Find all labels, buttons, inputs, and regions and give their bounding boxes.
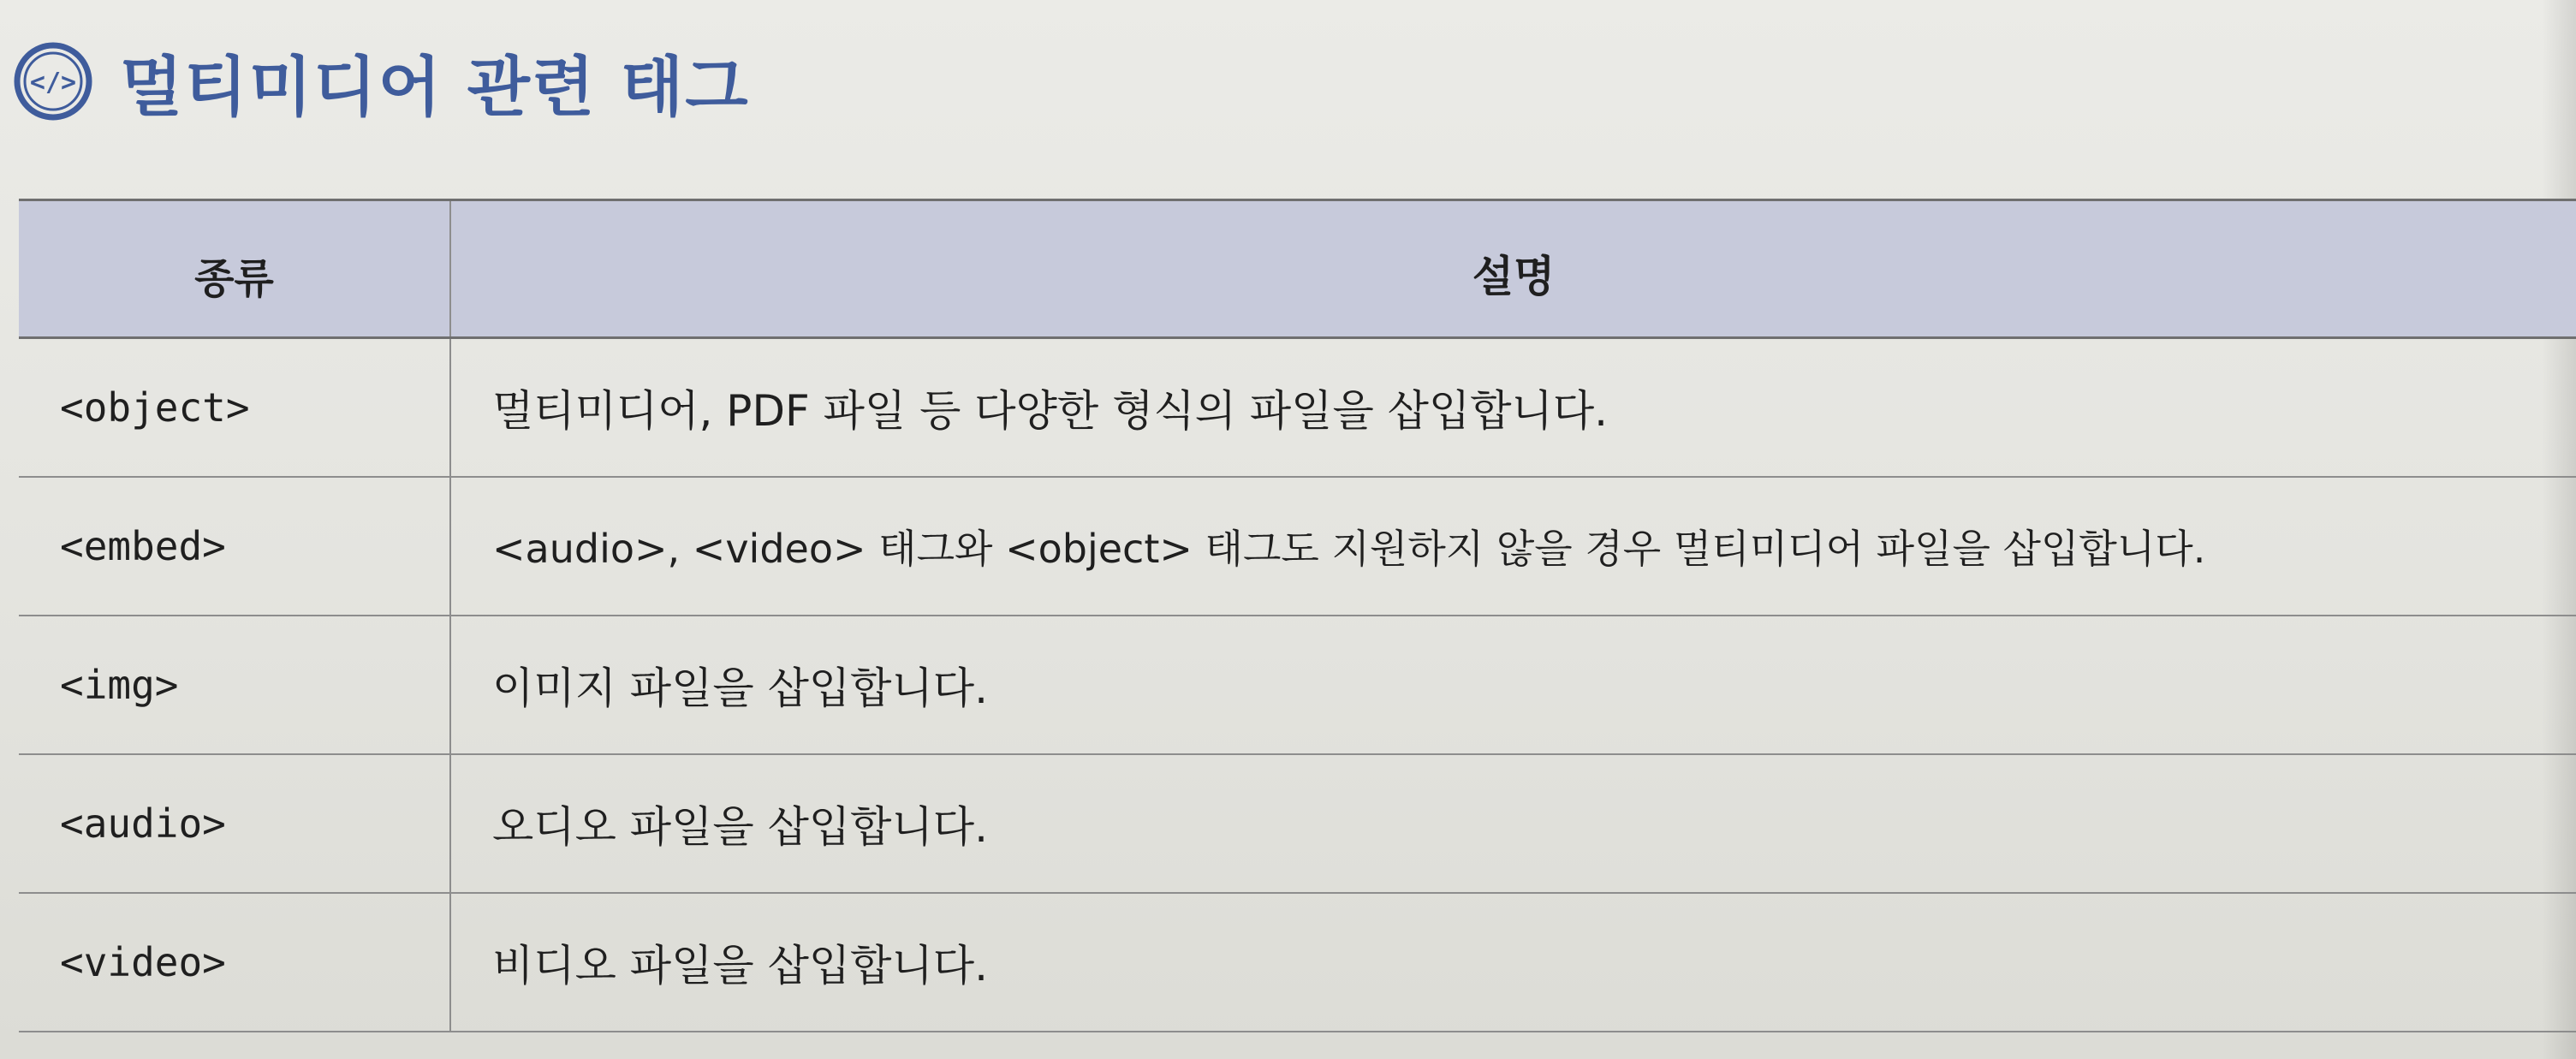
tag-cell: <video> — [19, 894, 451, 1031]
tag-cell: <audio> — [19, 755, 451, 892]
description-cell: 이미지 파일을 삽입합니다. — [492, 663, 988, 713]
description-cell: 비디오 파일을 삽입합니다. — [492, 941, 988, 991]
table-row — [19, 339, 2576, 478]
tag-cell: <object> — [19, 339, 451, 476]
table-row — [19, 478, 2576, 616]
header-kind: 종류 — [19, 201, 451, 336]
page-title: 멀티미디어 관련 태그 — [120, 48, 750, 125]
description-cell: 멀티미디어, PDF 파일 등 다양한 형식의 파일을 삽입합니다. — [492, 386, 1609, 436]
tag-cell: <embed> — [19, 478, 451, 615]
multimedia-tags-table — [19, 199, 2576, 1032]
section-title — [12, 34, 750, 128]
table-row — [19, 894, 2576, 1032]
code-tag-glyph: </> — [29, 68, 77, 98]
tag-cell: <img> — [19, 616, 451, 753]
header-description: 설명 — [1472, 252, 1556, 301]
table-header-row — [19, 199, 2576, 339]
code-tag-icon — [12, 40, 94, 122]
table-row — [19, 755, 2576, 894]
table-row — [19, 616, 2576, 755]
description-cell: <audio>, <video> 태그와 <object> 태그도 지원하지 않을 경우 멀티미디어 파일을 삽입합니다. — [492, 526, 2206, 572]
description-cell: 오디오 파일을 삽입합니다. — [492, 802, 988, 852]
